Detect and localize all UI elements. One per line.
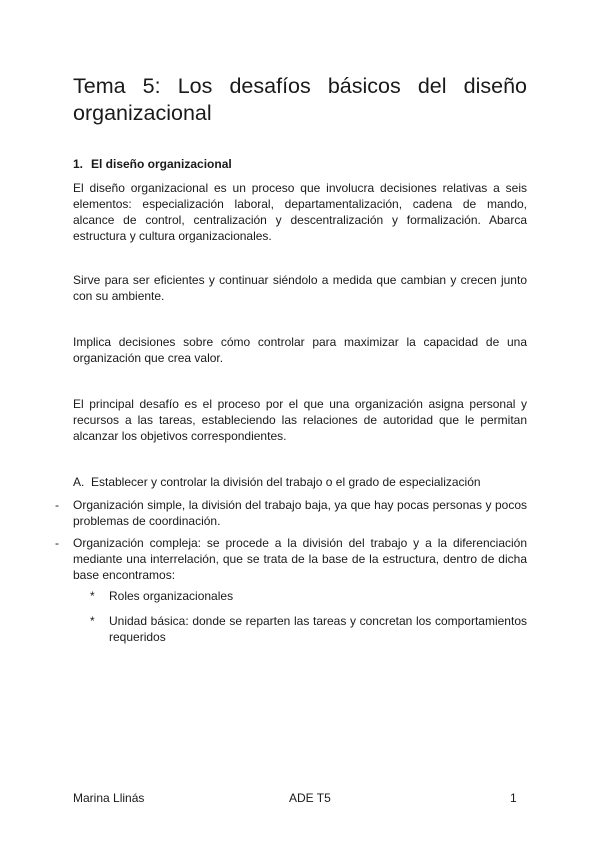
- sub-item-roles: Roles organizacionales: [109, 589, 234, 603]
- paragraph-challenge: El principal desafío es el proceso por el que una organización asigna personal y recursos a las tareas, estableciendo las relaciones de autoridad que le permitan alcanzar los objetivos correspondientes.: [73, 397, 527, 443]
- footer-page-number: 1: [510, 791, 517, 805]
- dash-bullet: -: [55, 536, 59, 550]
- sub-item-basic-unit: Unidad básica: donde se reparten las tareas y concretan los comportamientos requeridos: [109, 614, 527, 644]
- subsection-letter: A.: [73, 475, 85, 489]
- star-bullet: *: [90, 589, 95, 603]
- paragraph-purpose: Sirve para ser eficientes y continuar siéndolo a medida que cambian y crecen junto con su ambiente.: [73, 273, 527, 303]
- list-item-simple-org: Organización simple, la división del trabajo baja, ya que hay pocas personas y pocos problemas de coordinación.: [73, 498, 527, 528]
- star-bullet: *: [90, 614, 95, 628]
- paragraph-control: Implica decisiones sobre cómo controlar para maximizar la capacidad de una organización que crea valor.: [73, 335, 527, 365]
- footer-course: ADE T5: [289, 791, 331, 805]
- dash-bullet: -: [55, 498, 59, 512]
- page-title: Tema 5: Los desafíos básicos del diseño organizacional: [73, 74, 527, 125]
- footer-author: Marina Llinás: [73, 791, 145, 805]
- list-item-complex-org: Organización compleja: se procede a la división del trabajo y a la diferenciación mediante una interrelación, que se trata de la base de la estructura, dentro de dicha base encontramos:: [73, 536, 527, 582]
- subsection-heading: [73, 474, 481, 490]
- subsection-heading-text: Establecer y controlar la división del trabajo o el grado de especialización: [91, 475, 481, 489]
- section-number: 1.: [73, 157, 84, 171]
- section-heading: [73, 157, 232, 171]
- paragraph-definition: El diseño organizacional es un proceso que involucra decisiones relativas a seis elementos: especialización laboral, departamentalización, cadena de mando, alcance de control, centralización y descentralización y formalización. Abarca estructura y cultura organizacionales.: [73, 181, 527, 243]
- section-heading-text: El diseño organizacional: [91, 157, 232, 171]
